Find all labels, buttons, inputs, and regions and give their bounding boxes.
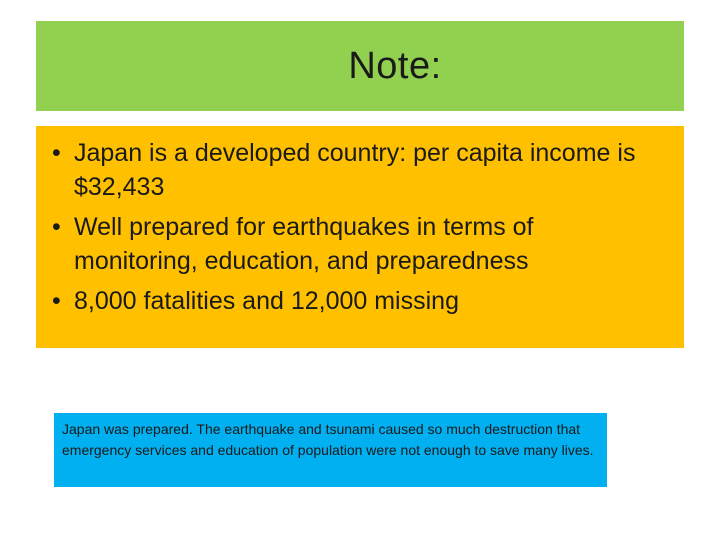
bullet-marker: • [52,139,61,167]
title-banner [36,21,684,111]
bullet-item [46,136,664,204]
bullet-text: Japan is a developed country: per capita income is $32,433 [74,139,636,201]
bullet-text: Well prepared for earthquakes in terms of monitoring, education, and preparedness [74,213,534,275]
bullet-text: 8,000 fatalities and 12,000 missing [74,287,459,315]
bullet-item [46,284,664,318]
bullet-item [46,210,664,278]
note-callout: Japan was prepared. The earthquake and tsunami caused so much destruction that emergency services and education of population were not enough to save many lives. [54,413,607,487]
bullet-list [46,136,664,318]
bullet-panel [36,126,684,348]
bullet-marker: • [52,287,61,315]
slide-title: Note: [348,44,442,87]
bullet-marker: • [52,213,61,241]
